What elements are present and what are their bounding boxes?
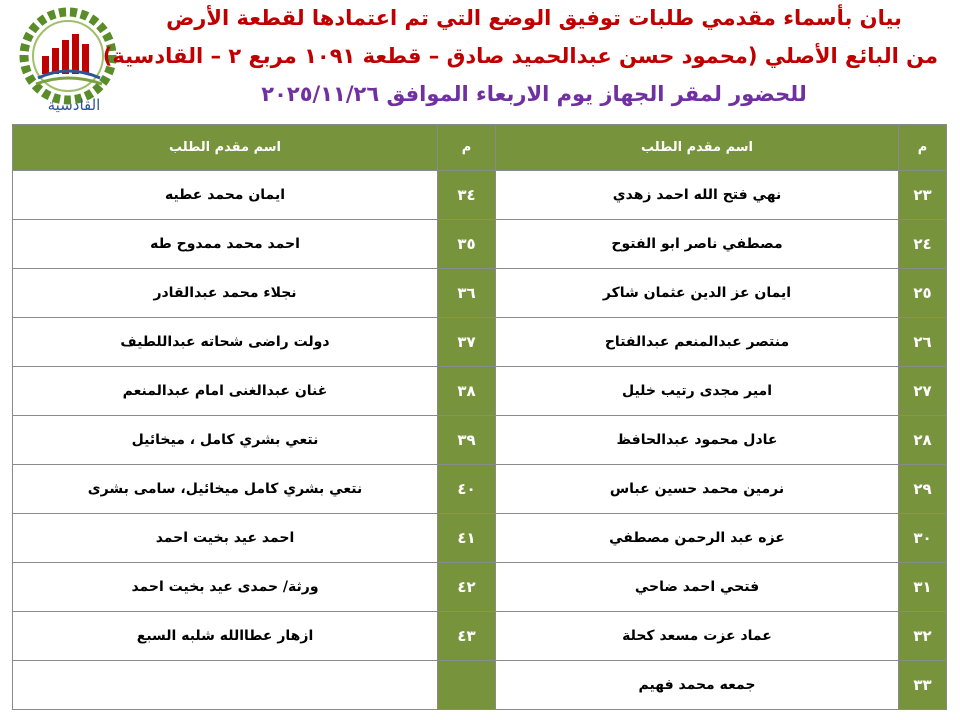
table-row [13,612,947,661]
row-number: ٤٢ [438,563,496,612]
table-row [13,171,947,220]
applicant-name: احمد عيد بخيت احمد [13,514,438,563]
applicant-name: عزه عبد الرحمن مصطفي [496,514,899,563]
applicant-name: فتحي احمد ضاحي [496,563,899,612]
table-row [13,269,947,318]
applicants-table [12,124,947,710]
table-row [13,318,947,367]
table-row [13,367,947,416]
applicant-name: نجلاء محمد عبدالقادر [13,269,438,318]
applicant-name: احمد محمد ممدوح طه [13,220,438,269]
applicant-name: نهي فتح الله احمد زهدي [496,171,899,220]
applicant-name: دولت راضى شحاته عبداللطيف [13,318,438,367]
row-number: ٣٤ [438,171,496,220]
row-number: ٣٢ [899,612,947,661]
applicant-name: عماد عزت مسعد كحلة [496,612,899,661]
title-line-1: بيان بأسماء مقدمي طلبات توفيق الوضع التي تم اعتمادها لقطعة الأرض [166,6,902,30]
row-number: ٣٩ [438,416,496,465]
table-row [13,514,947,563]
applicant-name: ازهار عطاالله شلبه السبع [13,612,438,661]
row-number: ٣٣ [899,661,947,710]
row-number: ٢٧ [899,367,947,416]
applicant-name: مصطفي ناصر ابو الفتوح [496,220,899,269]
applicant-name [13,661,438,710]
applicant-name: نرمين محمد حسين عباس [496,465,899,514]
col-header-name-left: اسم مقدم الطلب [13,125,438,171]
applicant-name: نتعي بشري كامل ، ميخائيل [13,416,438,465]
applicant-name: ايمان عز الدين عثمان شاكر [496,269,899,318]
row-number: ٢٦ [899,318,947,367]
logo-caption: القادسية [47,96,101,114]
table-header-row [13,125,947,171]
col-header-num-left: م [438,125,496,171]
applicant-name: ايمان محمد عطيه [13,171,438,220]
row-number: ٣٧ [438,318,496,367]
row-number: ٣٦ [438,269,496,318]
row-number: ٢٩ [899,465,947,514]
row-number: ٢٥ [899,269,947,318]
header [0,0,960,120]
table-row [13,563,947,612]
row-number: ٤٠ [438,465,496,514]
table-row [13,661,947,710]
row-number: ٣٠ [899,514,947,563]
col-header-name-right: اسم مقدم الطلب [496,125,899,171]
applicant-name: امير مجدى رتيب خليل [496,367,899,416]
row-number: ٢٨ [899,416,947,465]
row-number: ٣٥ [438,220,496,269]
col-header-num-right: م [899,125,947,171]
table-row [13,416,947,465]
row-number: ٢٣ [899,171,947,220]
row-number: ٣١ [899,563,947,612]
row-number: ٤١ [438,514,496,563]
table-row [13,220,947,269]
applicant-name: عادل محمود عبدالحافظ [496,416,899,465]
row-number: ٣٨ [438,367,496,416]
row-number [438,661,496,710]
row-number: ٤٣ [438,612,496,661]
applicant-name: جمعه محمد فهيم [496,661,899,710]
title-line-2: من البائع الأصلي (محمود حسن عبدالحميد صادق – قطعة ١٠٩١ مربع ٢ – القادسية) [102,44,938,68]
applicant-name: غنان عبدالغنى امام عبدالمنعم [13,367,438,416]
applicant-name: نتعي بشري كامل ميخائيل، سامى بشرى [13,465,438,514]
title-line-3: للحضور لمقر الجهاز يوم الاربعاء الموافق ٢٠٢٥/١١/٢٦ [261,82,807,106]
applicant-name: ورثة/ حمدى عيد بخيت احمد [13,563,438,612]
table-row [13,465,947,514]
applicant-name: منتصر عبدالمنعم عبدالفتاح [496,318,899,367]
row-number: ٢٤ [899,220,947,269]
